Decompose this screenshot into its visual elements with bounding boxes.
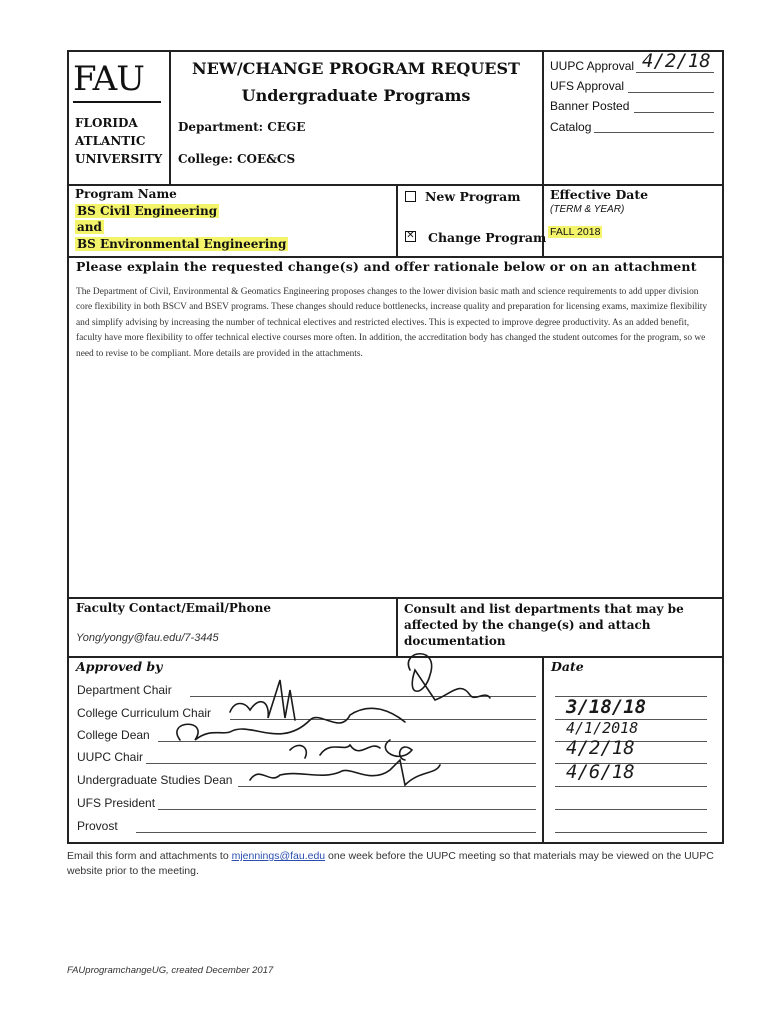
date-college-curriculum-chair: 4/1/2018 [566, 719, 639, 737]
signature-college-dean [290, 740, 412, 760]
university-name: FLORIDA ATLANTIC UNIVERSITY [75, 116, 163, 166]
term-year-label: (TERM & YEAR) [550, 204, 625, 215]
faculty-contact-value: Yong/yongy@fau.edu/7-3445 [76, 632, 219, 644]
date-college-dean: 4/2/18 [566, 737, 635, 759]
program-name-line3: BS Environmental Engineering [77, 237, 287, 251]
form-border-right [722, 50, 724, 843]
form-id: FAUprogramchangeUG, created December 2017 [67, 965, 274, 976]
fau-logo [73, 60, 165, 108]
approval-row-department-chair: Department Chair [77, 683, 172, 697]
logo-text: FAU [73, 59, 144, 99]
divider [67, 256, 724, 258]
uupc-approval-label: UUPC Approval [550, 59, 635, 73]
divider [396, 184, 398, 256]
explanation-body: The Department of Civil, Environmental & Geomatics Engineering proposes changes to the lower division basic math and science requirements to add upper division core flexibility in both BSCV and BSEV programs. These changes should reduce bottlenecks, increase quality and preparation for licensing exams, maximize flexibility and simplify advising by increasing the number of technical electives and restricted electives. This is expected to improve degree productivity. As an added benefit, faculty have more flexibility to offer technical elective courses more often. In addition, the accreditation body has changed the student outcomes for the program, so we need to revise to be compliant. More details are provided in the attachments. [76, 287, 708, 359]
approval-row-uupc-chair: UUPC Chair [77, 750, 144, 764]
form-border-left [67, 50, 69, 843]
approval-row-college-curriculum-chair: College Curriculum Chair [77, 706, 212, 720]
signature-department-chair [408, 654, 490, 700]
date-department-chair: 3/18/18 [566, 696, 647, 718]
signature-curriculum-chair-2 [177, 708, 405, 740]
department: Department: CEGE [178, 120, 306, 134]
date-label: Date [551, 659, 584, 674]
change-program-checkbox[interactable]: ✕ [406, 230, 415, 241]
approval-row-provost: Provost [77, 819, 118, 833]
email-link[interactable]: mjennings@fau.edu [231, 850, 326, 862]
signature-curriculum-chair-1 [230, 680, 295, 720]
explanation-heading: Please explain the requested change(s) and offer rationale below or on an attachment [76, 259, 697, 274]
ufs-approval-label: UFS Approval [550, 79, 625, 93]
banner-posted-label: Banner Posted [550, 99, 630, 113]
form-title: NEW/CHANGE PROGRAM REQUEST [192, 59, 520, 78]
effective-term: FALL 2018 [550, 226, 601, 238]
new-program-label: New Program [425, 189, 521, 204]
signature-uupc-chair [250, 760, 440, 785]
faculty-contact-label: Faculty Contact/Email/Phone [76, 601, 271, 615]
form-border-bottom [67, 842, 724, 844]
date-uupc-chair: 4/6/18 [566, 761, 635, 783]
new-program-checkbox[interactable] [405, 191, 416, 202]
approval-row-ufs-president: UFS President [77, 796, 156, 810]
signatures [150, 640, 530, 800]
consult-departments-label: Consult and list departments that may be affected by the change(s) and attach documentation [404, 602, 684, 648]
uupc-approval-date: 4/2/18 [642, 50, 711, 72]
approval-row-undergraduate-studies-dean: Undergraduate Studies Dean [77, 773, 233, 787]
program-name-line2: and [77, 220, 102, 234]
form-border-top [67, 50, 724, 52]
form-subtitle: Undergraduate Programs [241, 86, 471, 105]
effective-date-label: Effective Date [550, 187, 649, 202]
program-name-line1: BS Civil Engineering [77, 204, 218, 218]
approval-row-college-dean: College Dean [77, 728, 150, 742]
program-name-label: Program Name [75, 187, 177, 201]
approved-by-label: Approved by [76, 659, 163, 674]
college: College: COE&CS [178, 152, 296, 166]
divider [542, 656, 544, 843]
divider [542, 50, 544, 256]
catalog-label: Catalog [550, 120, 592, 134]
email-note: Email this form and attachments to mjennings@fau.edu one week before the UUPC meeting so that materials may be viewed on the UUPC website prior to the meeting. [67, 850, 714, 877]
change-program-label: Change Program [428, 230, 547, 245]
